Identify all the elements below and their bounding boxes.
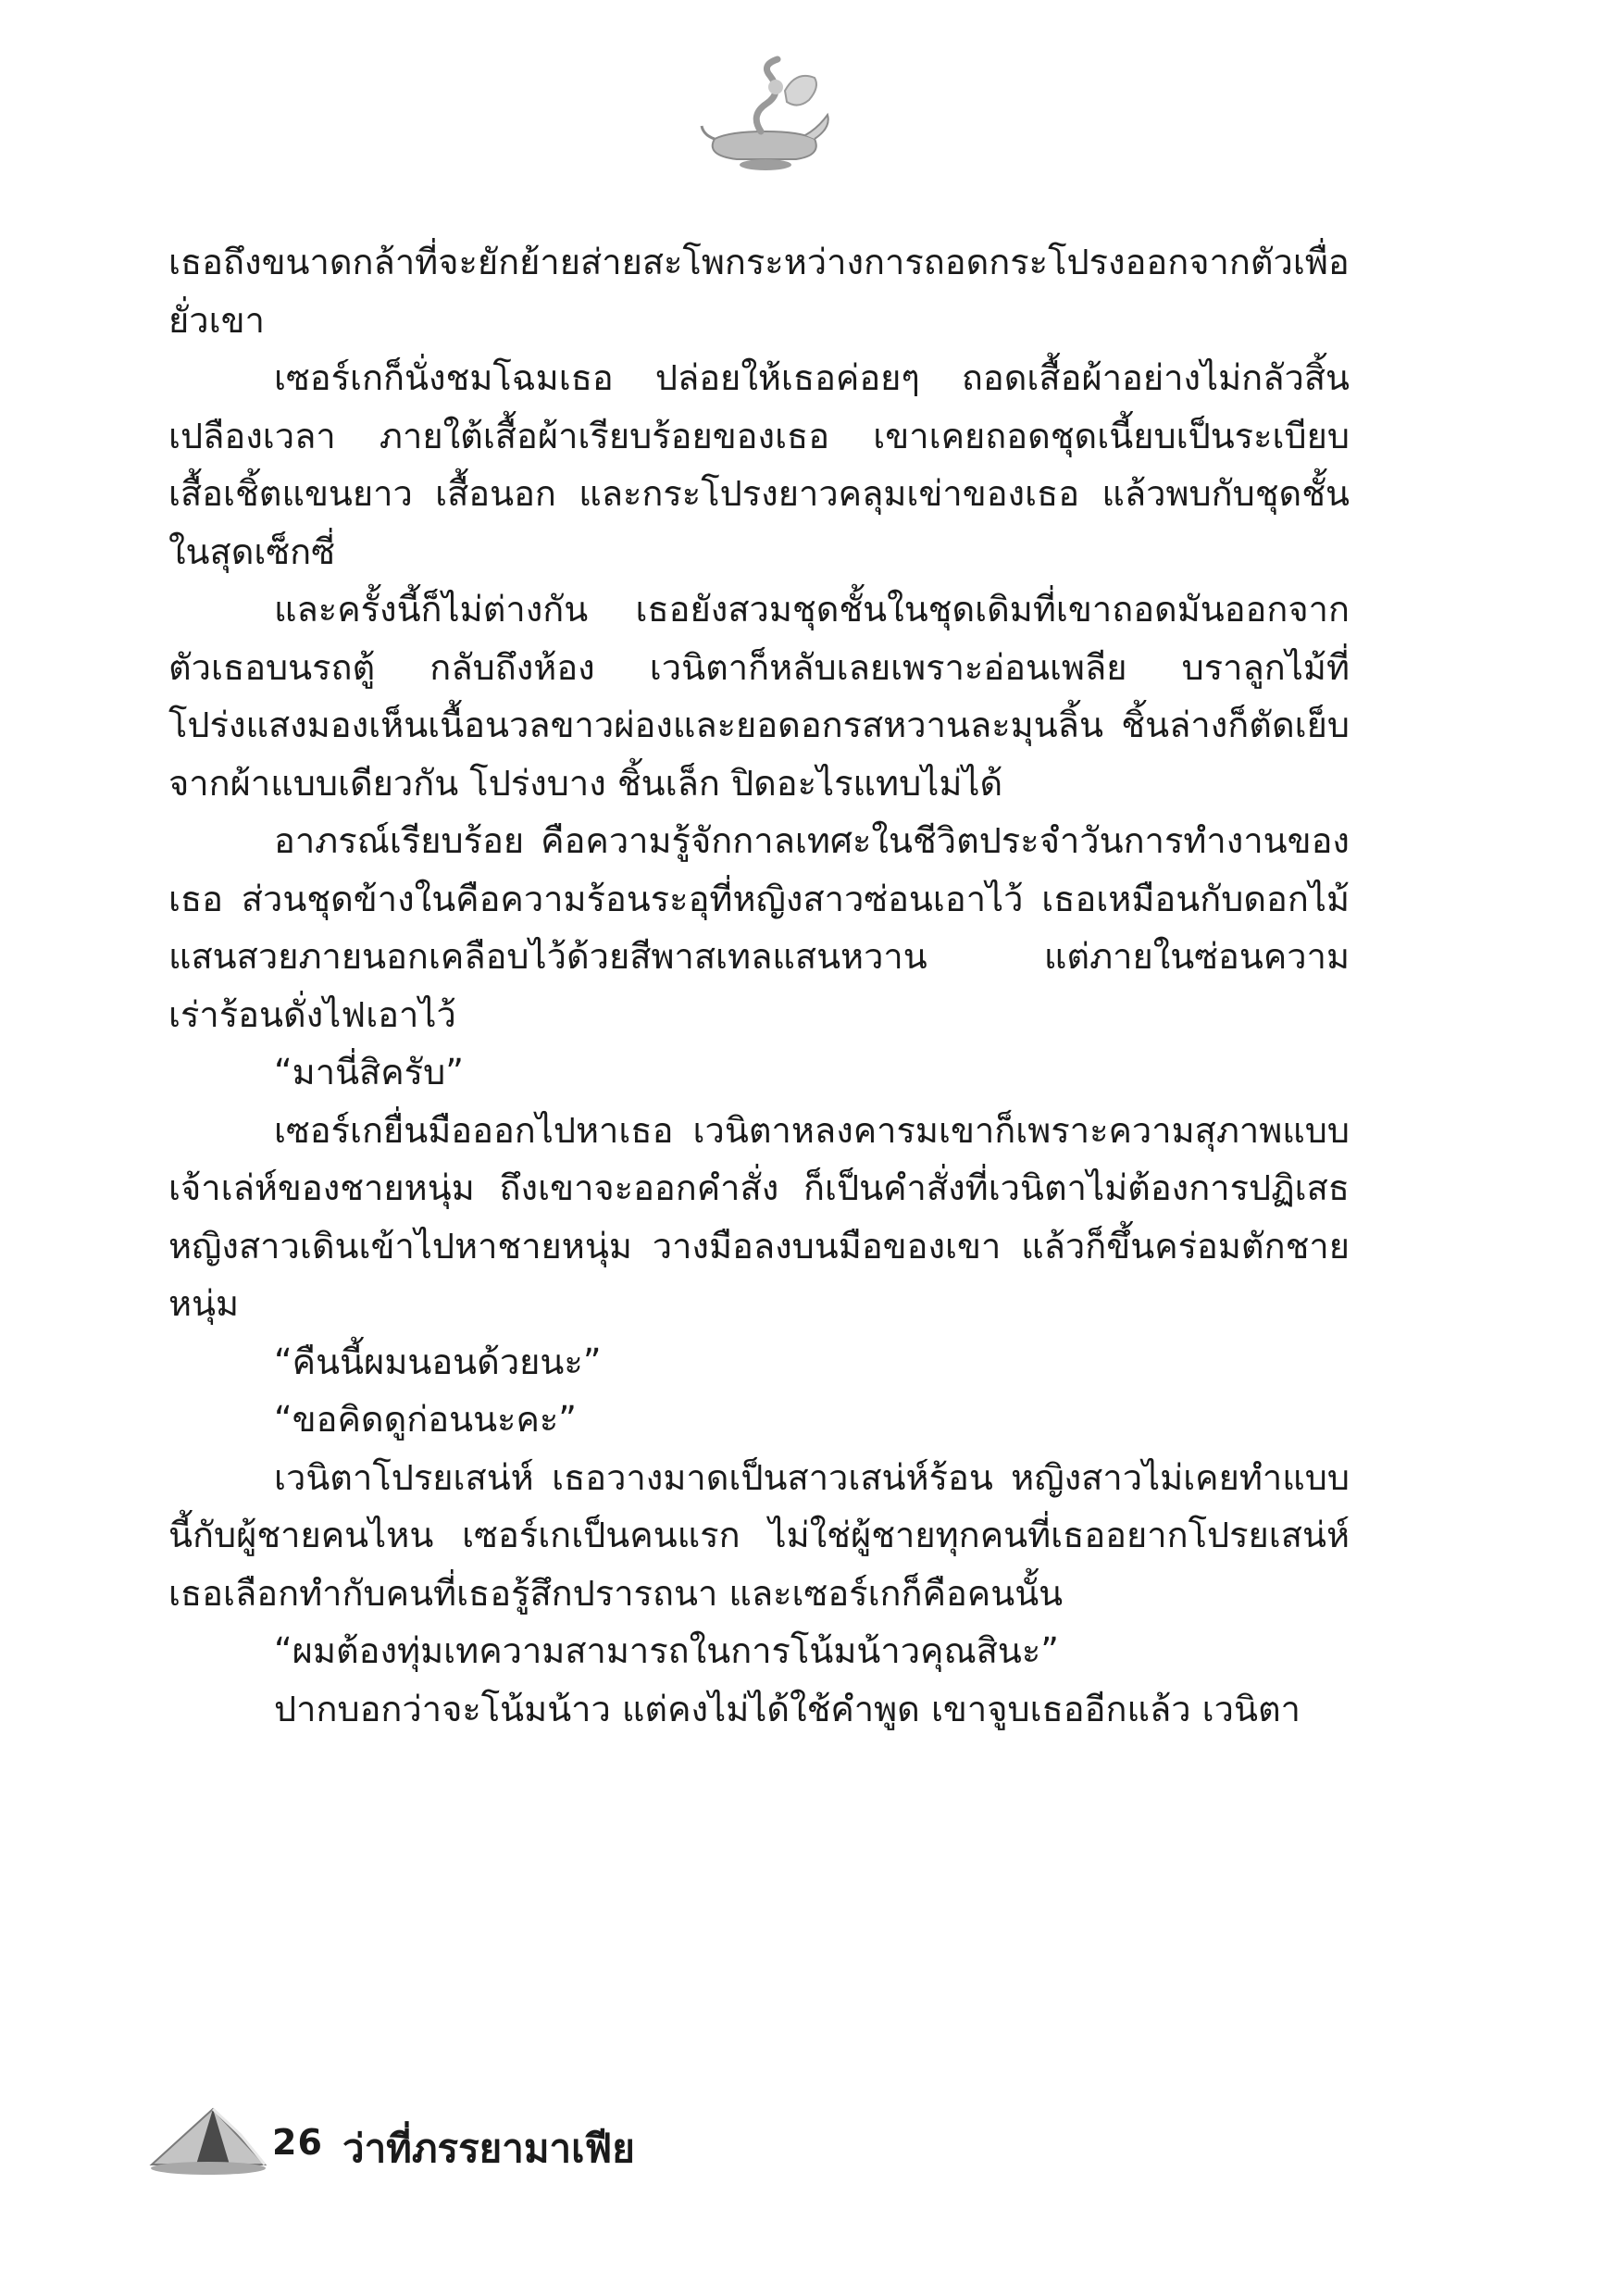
paragraph: อาภรณ์เรียบร้อย คือความรู้จักกาลเทศะในชีวิตประจำวันการทำงานของเธอ ส่วนชุดข้างในคือความร้อนระอุที่หญิงสาวซ่อนเอาไว้ เธอเหมือนกับดอกไม้แสนสวยภายนอกเคลือบไว้ด้วยสีพาสเทลแสนหวาน แต่ภายในซ่อนความเร่าร้อนดั่งไฟเอาไว้: [168, 820, 1350, 1035]
page-footer: [148, 2100, 796, 2183]
book-title: ว่าที่ภรรยามาเฟีย: [342, 2126, 635, 2171]
paragraph: เธอถึงขนาดกล้าที่จะยักย้ายส่ายสะโพกระหว่างการถอดกระโปรงออกจากตัวเพื่อยั่วเขา: [168, 242, 1350, 341]
paragraph: และครั้งนี้ก็ไม่ต่างกัน เธอยังสวมชุดชั้นในชุดเดิมที่เขาถอดมันออกจากตัวเธอบนรถตู้ กลับถึงห้อง เวนิตาก็หลับเลยเพราะอ่อนเพลีย บราลูกไม้ที่โปร่งแสงมองเห็นเนื้อนวลขาวผ่องและยอดอกรสหวานละมุนลิ้น ชิ้นล่างก็ตัดเย็บจากผ้าแบบเดียวกัน โปร่งบาง ชิ้นเล็ก ปิดอะไรแทบไม่ได้: [168, 589, 1350, 804]
genie-lamp-icon: [696, 54, 835, 176]
paragraph: ปากบอกว่าจะโน้มน้าว แต่คงไม่ได้ใช้คำพูด เขาจูบเธออีกแล้ว เวนิตา: [274, 1688, 1301, 1729]
paragraph: เซอร์เกก็นั่งชมโฉมเธอ ปล่อยให้เธอค่อยๆ ถอดเสื้อผ้าอย่างไม่กลัวสิ้นเปลืองเวลา ภายใต้เสื้อผ้าเรียบร้อยของเธอ เขาเคยถอดชุดเนี้ยบเป็นระเบียบ เสื้อเชิ้ตแขนยาว เสื้อนอก และกระโปรงยาวคลุมเข่าของเธอ แล้วพบกับชุดชั้นในสุดเซ็กซี่: [168, 357, 1350, 572]
paragraph: เวนิตาโปรยเสน่ห์ เธอวางมาดเป็นสาวเสน่ห์ร้อน หญิงสาวไม่เคยทำแบบนี้กับผู้ชายคนไหน เซอร์เกเป็นคนแรก ไม่ใช่ผู้ชายทุกคนที่เธออยากโปรยเสน่ห์ เธอเลือกทำกับคนที่เธอรู้สึกปรารถนา และเซอร์เกก็คือคนนั้น: [168, 1456, 1350, 1614]
tent-icon: [148, 2100, 268, 2179]
dialogue-line: “ขอคิดดูก่อนนะคะ”: [274, 1399, 577, 1440]
page-number: 26: [272, 2122, 323, 2163]
dialogue-line: “มานี่สิครับ”: [274, 1052, 464, 1092]
dialogue-line: “ผมต้องทุ่มเทความสามารถในการโน้มน้าวคุณสินะ”: [274, 1630, 1059, 1671]
body-text: [168, 233, 1350, 1738]
dialogue-line: “คืนนี้ผมนอนด้วยนะ”: [274, 1341, 602, 1382]
paragraph: เซอร์เกยื่นมือออกไปหาเธอ เวนิตาหลงคารมเขาก็เพราะความสุภาพแบบเจ้าเล่ห์ของชายหนุ่ม ถึงเขาจะออกคำสั่ง ก็เป็นคำสั่งที่เวนิตาไม่ต้องการปฏิเสธ หญิงสาวเดินเข้าไปหาชายหนุ่ม วางมือลงบนมือของเขา แล้วก็ขึ้นคร่อมตักชายหนุ่ม: [168, 1109, 1350, 1324]
